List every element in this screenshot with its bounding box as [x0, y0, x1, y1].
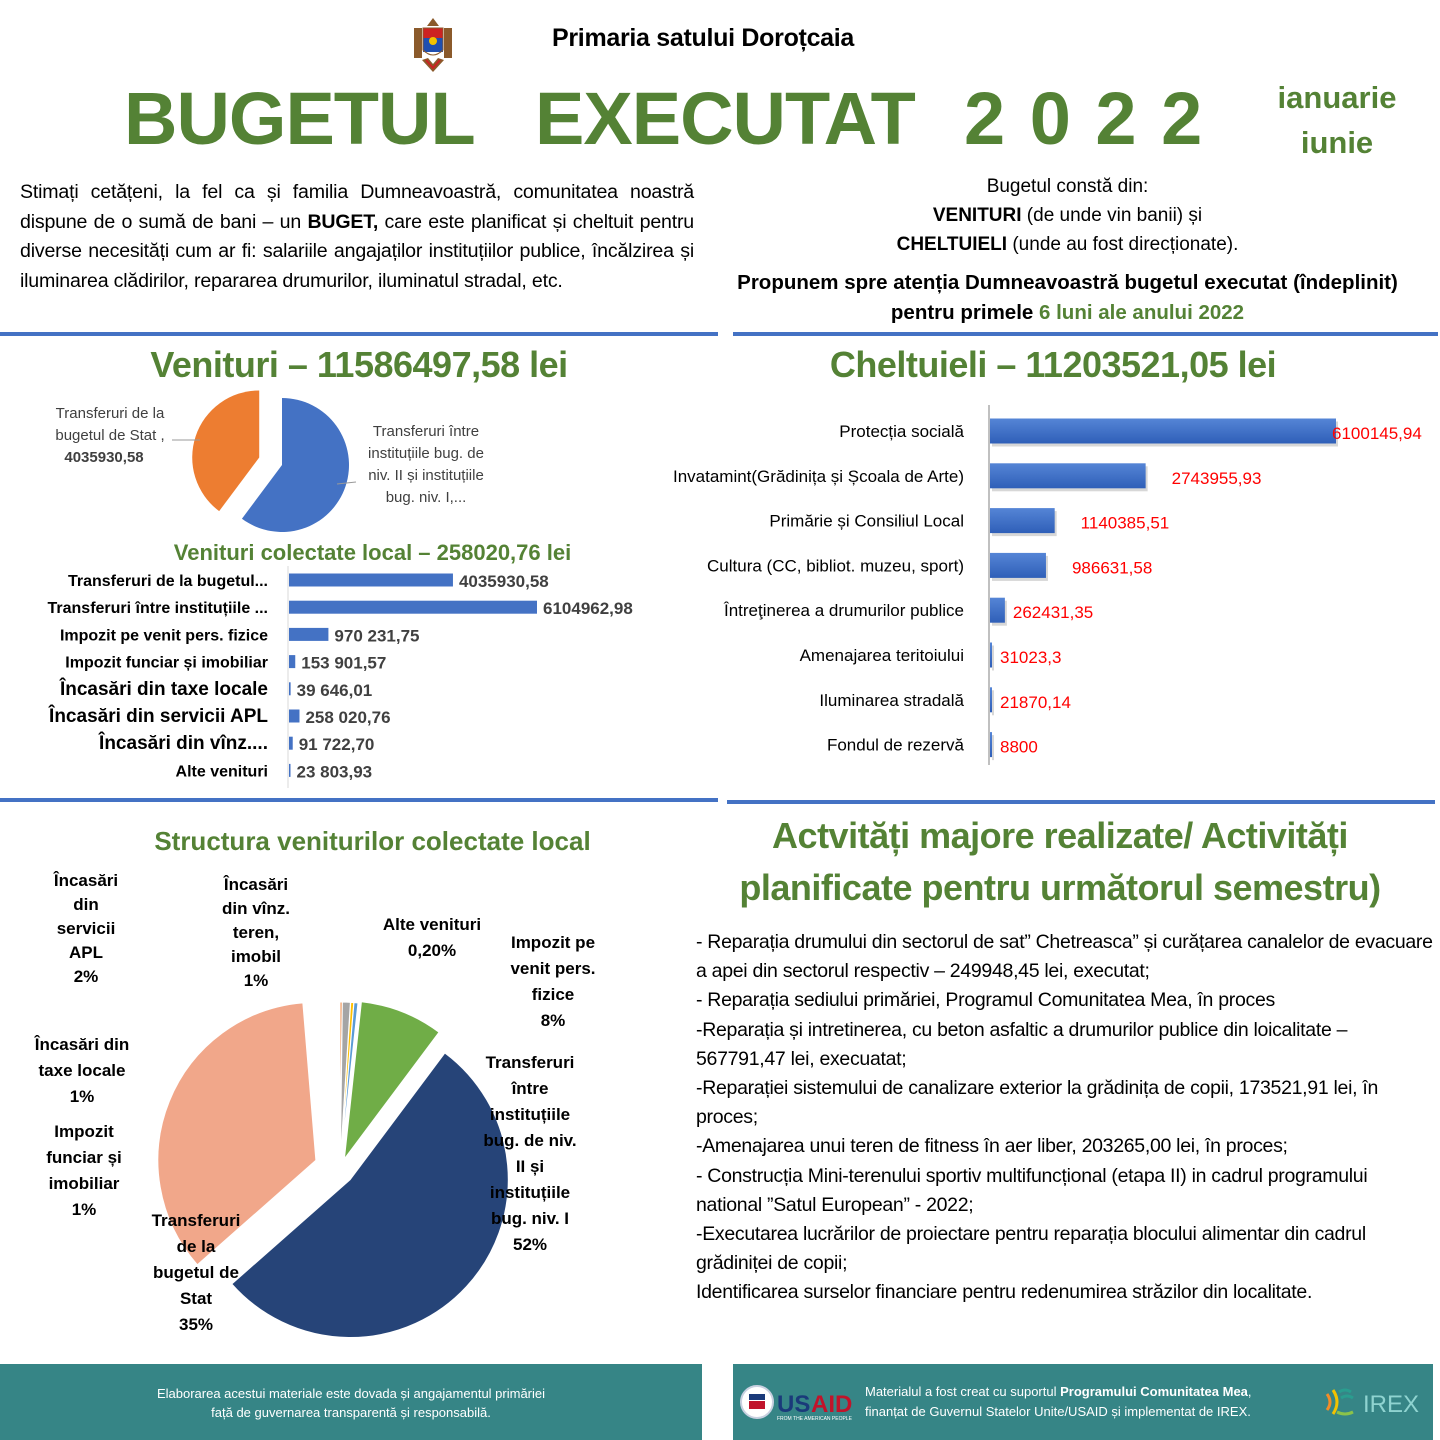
bar	[289, 764, 291, 777]
bar-shadow	[992, 646, 994, 671]
footer-left-line1: Elaborarea acestui materiale este dovada și angajamentul primăriei	[156, 1386, 546, 1401]
bar	[289, 655, 295, 668]
pie-percent-label: 0,20%	[407, 941, 457, 960]
bar-value-label: 23 803,93	[296, 762, 373, 782]
bar-value-label: 6100145,94	[1332, 424, 1422, 443]
pie-label: între	[511, 1079, 549, 1098]
bar	[990, 643, 992, 668]
footer-right-line2: finanțat de Guvernul Statelor Unite/USAID și implementat de IREX.	[865, 1404, 1251, 1419]
pie-label-transfers-2: instituțiile bug. de	[368, 445, 484, 462]
usaid-logo-text: US	[777, 1391, 811, 1418]
structure-title: Structura veniturilor colectate local	[154, 826, 591, 856]
coat-of-arms-icon	[408, 14, 458, 74]
pie-label: funciar și	[46, 1148, 122, 1167]
pie-label: Stat	[179, 1289, 213, 1308]
footer-right-text	[865, 1382, 1252, 1422]
bar-value-label: 8800	[1000, 737, 1038, 757]
bar-value-label: 262431,35	[1012, 603, 1094, 623]
pie-label: bug. niv. I	[490, 1209, 570, 1228]
cheltuieli-title: Cheltuieli – 11203521,05 lei	[829, 344, 1277, 385]
bar	[990, 463, 1146, 488]
bar-category-label: Întreţinerea a drumurilor publice	[723, 601, 964, 621]
pie-label: taxe locale	[38, 1061, 126, 1080]
bar	[289, 682, 291, 695]
title-word-executat: EXECUTAT	[535, 77, 915, 160]
activities-title: Actvități majore realizate/ Activități planificate pentru următorul semestru)	[739, 815, 1381, 908]
pie-label-state-2: bugetul de Stat ,	[55, 427, 165, 444]
footer-text: Materialul a fost creat cu suportul	[865, 1384, 1061, 1399]
proposal-highlight: 6 luni ale anului 2022	[1039, 301, 1245, 324]
intro-paragraph	[20, 178, 694, 296]
pie-label: Încasări din	[34, 1035, 130, 1054]
intro-text-2: care este planificat și cheltuit pentru diverse necesități cum ar fi: salariile angajaților instituțiilor publice, încălzirea și iluminarea clădirilor, repararea drumurilor, iluminatul stradal, etc.	[20, 210, 695, 292]
activity-item: -Reparației sistemului de canalizare exterior la grădinița de copii, 173521,91 lei, în proces;	[696, 1077, 1379, 1129]
bar-value-label: 91 722,70	[298, 735, 375, 755]
composition-venituri	[735, 201, 1400, 230]
bar	[990, 508, 1055, 533]
bar-value-label: 258 020,76	[305, 708, 391, 727]
bar	[289, 628, 328, 641]
pie-label-transfers-1: Transferuri între	[372, 423, 480, 440]
bar	[990, 598, 1005, 623]
pie-percent-label: 1%	[71, 1200, 97, 1219]
bar-category-label: Impozit funciar și imobiliar	[65, 654, 268, 672]
pie-label: Încasări	[53, 871, 119, 890]
bar-category-label: Amenajarea teritoiului	[799, 646, 964, 665]
bar-category-label: Încasări din taxe locale	[59, 678, 268, 700]
usaid-logo-text-aid: AID	[811, 1391, 853, 1418]
pie-label: de la	[176, 1237, 216, 1256]
pie-slice	[327, 1002, 340, 1160]
usaid-tagline: FROM THE AMERICAN PEOPLE	[777, 1416, 852, 1422]
pie-label: Alte venituri	[382, 915, 482, 934]
bar-value-label: 21870,14	[1000, 692, 1071, 712]
pie-label: Transferuri	[151, 1211, 241, 1230]
period-end: iunie	[1300, 125, 1374, 160]
pie-label: instituțiile	[489, 1105, 571, 1124]
bar-category-label: Invatamint(Grădinița și Școala de Arte)	[672, 466, 964, 486]
pie-label: APL	[69, 943, 103, 962]
activity-item: - Reparația drumului din sectorul de sat” Chetreasca” și curățarea canalelor de evacuare a apei din sectorul respectiv – 249948,45 lei, executat;	[696, 931, 1433, 983]
divider	[727, 800, 1435, 804]
activity-item: -Executarea lucrărilor de proiectare pentru reparația blocului alimentar din cadrul grădiniței de copii;	[696, 1223, 1366, 1275]
pie-percent-label: 2%	[73, 967, 99, 986]
bar-category-label: Impozit pe venit pers. fizice	[59, 627, 268, 645]
pie-label: teren,	[232, 923, 280, 942]
bar-shadow	[992, 690, 994, 715]
bar-category-label: Primărie și Consiliul Local	[769, 511, 964, 531]
pie-label: Transferuri	[485, 1053, 575, 1072]
bar-value-label: 986631,58	[1071, 558, 1153, 578]
pie-label: Impozit	[54, 1122, 114, 1141]
activity-item: - Construcția Mini-terenului sportiv multifuncțional (etapa II) in cadrul programului national ”Satul European” - 2022;	[696, 1164, 1368, 1216]
structure-pie-chart	[0, 860, 690, 1360]
pie-label: imobil	[230, 947, 282, 966]
title-word-year: 2 0 2 2	[964, 77, 1205, 160]
pie-label: servicii	[56, 919, 116, 938]
bar-category-label: Transferuri de la bugetul...	[67, 573, 268, 590]
footer-left	[0, 1364, 702, 1440]
pie-label: din	[73, 895, 99, 914]
title-word-bugetul: BUGETUL	[124, 77, 475, 160]
bar-value-label: 1140385,51	[1080, 513, 1170, 533]
bar-category-label: Protecția socială	[839, 422, 964, 441]
pie-value-state: 4035930,58	[64, 449, 144, 466]
bar-category-label: Iluminarea stradală	[819, 690, 964, 710]
program-name: Programului Comunitatea Mea	[1060, 1384, 1248, 1399]
venituri-local-title: Venituri colectate local – 258020,76 lei	[173, 540, 572, 565]
pie-slice	[192, 390, 259, 511]
pie-percent-label: 1%	[69, 1087, 95, 1106]
pie-percent-label: 8%	[540, 1011, 566, 1030]
cheltuieli-bold: CHELTUIELI	[896, 234, 1008, 255]
period-start: ianuarie	[1277, 80, 1397, 115]
bar-shadow	[992, 735, 994, 760]
pie-label-state-1: Transferuri de la	[55, 405, 165, 422]
pie-label: imobiliar	[48, 1174, 120, 1193]
bar-value-label: 153 901,57	[301, 653, 387, 673]
venituri-bold: VENITURI	[932, 205, 1022, 226]
composition-heading: Bugetul constă din:	[986, 176, 1149, 197]
pie-label: Încasări	[223, 875, 289, 894]
activity-item: -Reparația și intretinerea, cu beton asfaltic a drumurilor publice din loicalitate – 567791,47 lei, execuatat;	[696, 1018, 1348, 1070]
pie-percent-label: 35%	[178, 1315, 214, 1334]
pie-label-transfers-4: bug. niv. I,...	[385, 489, 467, 506]
divider	[0, 332, 718, 336]
cheltuieli-desc: (unde au fost direcționate).	[1007, 234, 1239, 255]
bar-category-label: Cultura (CC, bibliot. muzeu, sport)	[707, 556, 964, 576]
venituri-title: Venituri – 11586497,58 lei	[150, 344, 568, 385]
bar-value-label: 2743955,93	[1171, 468, 1262, 488]
budget-composition	[735, 172, 1400, 259]
pie-label-transfers-3: niv. II și instituțiile	[368, 467, 484, 484]
irex-logo-icon	[1319, 1382, 1429, 1422]
proposal-main: Propunem spre atenția Dumneavoastră bugetul executat (îndeplinit) pentru primele	[737, 271, 1398, 324]
footer-left-line2: față de guvernarea transparentă și responsabilă.	[211, 1405, 491, 1420]
proposal-text	[735, 268, 1400, 328]
bar-category-label: Alte venituri	[175, 763, 268, 781]
activity-item: Identificarea surselor financiare pentru redenumirea străzilor din localitate.	[696, 1281, 1313, 1304]
pie-label: din vînz.	[222, 899, 290, 918]
irex-logo-text: IREX	[1363, 1391, 1420, 1418]
footer-right-line1	[865, 1382, 1252, 1402]
bar	[990, 553, 1046, 578]
pie-label: bug. de niv.	[483, 1131, 577, 1150]
organization-name: Primaria satului Doroțcaia	[552, 24, 855, 52]
divider	[733, 332, 1438, 336]
intro-text-1: Stimați cetățeni, la fel ca și familia Dumneavoastră, comunitatea noastră dispune de o sumă de bani – un	[20, 181, 694, 233]
footer-left-text	[0, 1384, 702, 1422]
pie-label: II și	[515, 1157, 545, 1176]
pie-label: instituțiile	[489, 1183, 571, 1202]
bar-value-label: 970 231,75	[334, 626, 420, 646]
bar-category-label: Încasări din vînz....	[99, 733, 268, 755]
activities-list	[696, 928, 1436, 1308]
pie-percent-label: 52%	[512, 1235, 548, 1254]
pie-label: bugetul de	[153, 1263, 239, 1282]
bar-category-label: Transferuri între instituțiile ...	[47, 600, 268, 618]
pie-label: Impozit pe	[510, 933, 596, 952]
composition-cheltuieli	[735, 230, 1400, 259]
footer-right	[733, 1364, 1433, 1440]
bar	[289, 601, 537, 614]
bar	[289, 710, 299, 723]
venituri-desc: (de unde vin banii) și	[1021, 205, 1203, 226]
activity-item: -Amenajarea unui teren de fitness în aer liber, 203265,00 lei, în proces;	[696, 1135, 1288, 1158]
pie-percent-label: 1%	[243, 971, 269, 990]
bar	[990, 419, 1336, 444]
bar-value-label: 39 646,01	[296, 680, 373, 700]
pie-label: fizice	[531, 985, 575, 1004]
footer-text: ,	[1247, 1384, 1252, 1399]
bar-value-label: 6104962,98	[543, 599, 633, 619]
bar	[289, 574, 453, 587]
activity-item: - Reparația sediului primăriei, Programul Comunitatea Mea, în proces	[696, 989, 1275, 1012]
usaid-logo-icon	[739, 1382, 859, 1422]
pie-label: venit pers.	[510, 959, 596, 978]
bar-category-label: Încasări din servicii APL	[49, 706, 268, 727]
bar	[990, 732, 992, 757]
intro-bold-buget: BUGET,	[307, 210, 379, 233]
divider	[0, 798, 718, 802]
cheltuieli-bar-chart	[580, 405, 1440, 765]
bar	[990, 687, 992, 712]
bar-value-label: 4035930,58	[458, 572, 549, 591]
bar-category-label: Fondul de rezervă	[826, 735, 964, 755]
bar	[289, 737, 293, 750]
bar-value-label: 31023,3	[1000, 648, 1062, 667]
